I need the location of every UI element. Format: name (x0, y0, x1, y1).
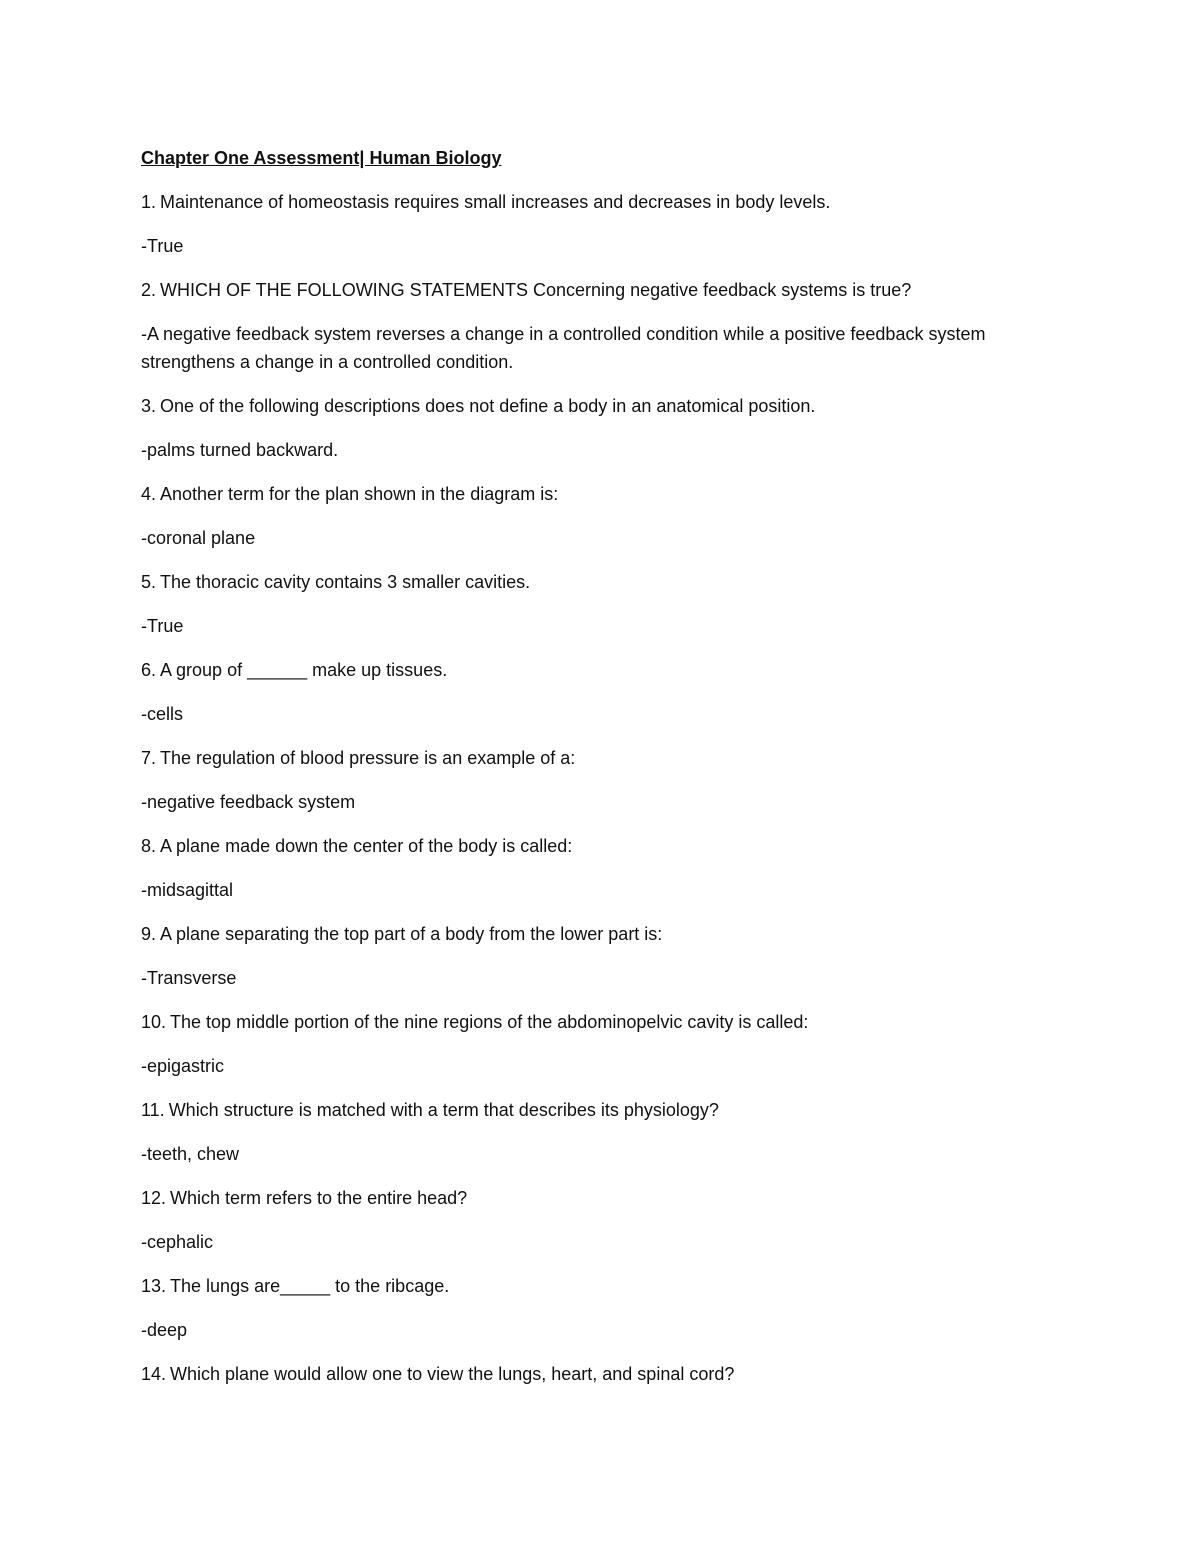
question-body: A group of ______ make up tissues. (160, 660, 448, 680)
question-item (141, 1096, 1071, 1168)
question-body: The thoracic cavity contains 3 smaller cavities. (160, 572, 531, 592)
question-body: Which term refers to the entire head? (170, 1188, 468, 1208)
answer-text: -A negative feedback system reverses a change in a controlled condition while a positive feedback system strengthens a change in a controlled condition. (141, 324, 986, 372)
question-item (141, 1008, 1071, 1080)
answer-text: -midsagittal (141, 880, 234, 900)
question-item (141, 1272, 1071, 1344)
question-body: A plane made down the center of the body is called: (160, 836, 573, 856)
question-number: 13. (141, 1276, 167, 1296)
question-number: 6. (141, 660, 157, 680)
question-number: 10. (141, 1012, 167, 1032)
question-number: 5. (141, 572, 157, 592)
question-number: 8. (141, 836, 157, 856)
question-item (141, 1184, 1071, 1256)
question-number: 2. (141, 280, 157, 300)
question-text (141, 744, 1071, 772)
question-text (141, 1008, 1071, 1036)
question-number: 7. (141, 748, 157, 768)
question-text (141, 1096, 1071, 1124)
answer-text: -teeth, chew (141, 1144, 240, 1164)
question-item (141, 276, 1071, 376)
question-body: Which plane would allow one to view the lungs, heart, and spinal cord? (170, 1364, 735, 1384)
question-text (141, 1360, 1071, 1388)
question-item (141, 920, 1071, 992)
question-text (141, 1184, 1071, 1212)
question-text (141, 276, 1071, 304)
answer-text: -deep (141, 1320, 188, 1340)
question-text (141, 1272, 1071, 1300)
answer-text: -True (141, 616, 184, 636)
question-body: Which structure is matched with a term that describes its physiology? (168, 1100, 719, 1120)
question-number: 12. (141, 1188, 167, 1208)
question-item (141, 744, 1071, 816)
question-body: The lungs are_____ to the ribcage. (170, 1276, 450, 1296)
answer-text: -coronal plane (141, 528, 256, 548)
question-number: 14. (141, 1364, 167, 1384)
question-item (141, 568, 1071, 640)
question-item (141, 480, 1071, 552)
question-body: Maintenance of homeostasis requires small increases and decreases in body levels. (160, 192, 831, 212)
question-body: The top middle portion of the nine regions of the abdominopelvic cavity is called: (170, 1012, 809, 1032)
question-text (141, 188, 1071, 216)
answer-text: -negative feedback system (141, 792, 356, 812)
question-text (141, 832, 1071, 860)
question-body: Another term for the plan shown in the diagram is: (160, 484, 559, 504)
question-number: 11. (141, 1100, 165, 1120)
question-text (141, 656, 1071, 684)
question-body: One of the following descriptions does not define a body in an anatomical position. (160, 396, 816, 416)
question-text (141, 568, 1071, 596)
question-item (141, 392, 1071, 464)
question-number: 3. (141, 396, 157, 416)
answer-text: -cephalic (141, 1232, 214, 1252)
answer-text: -palms turned backward. (141, 440, 339, 460)
answer-text: -True (141, 236, 184, 256)
question-item (141, 832, 1071, 904)
question-body: The regulation of blood pressure is an example of a: (160, 748, 576, 768)
question-item (141, 1360, 1071, 1388)
question-body: WHICH OF THE FOLLOWING STATEMENTS Concerning negative feedback systems is true? (160, 280, 912, 300)
question-text (141, 392, 1071, 420)
question-list (141, 188, 1071, 1388)
document-title: Chapter One Assessment| Human Biology (141, 148, 502, 168)
answer-text: -cells (141, 704, 184, 724)
question-text (141, 920, 1071, 948)
question-item (141, 188, 1071, 260)
question-number: 4. (141, 484, 157, 504)
question-text (141, 480, 1071, 508)
question-body: A plane separating the top part of a body from the lower part is: (160, 924, 663, 944)
answer-text: -Transverse (141, 968, 237, 988)
answer-text: -epigastric (141, 1056, 225, 1076)
question-item (141, 656, 1071, 728)
question-number: 9. (141, 924, 157, 944)
document-content (141, 144, 1071, 1404)
question-number: 1. (141, 192, 157, 212)
